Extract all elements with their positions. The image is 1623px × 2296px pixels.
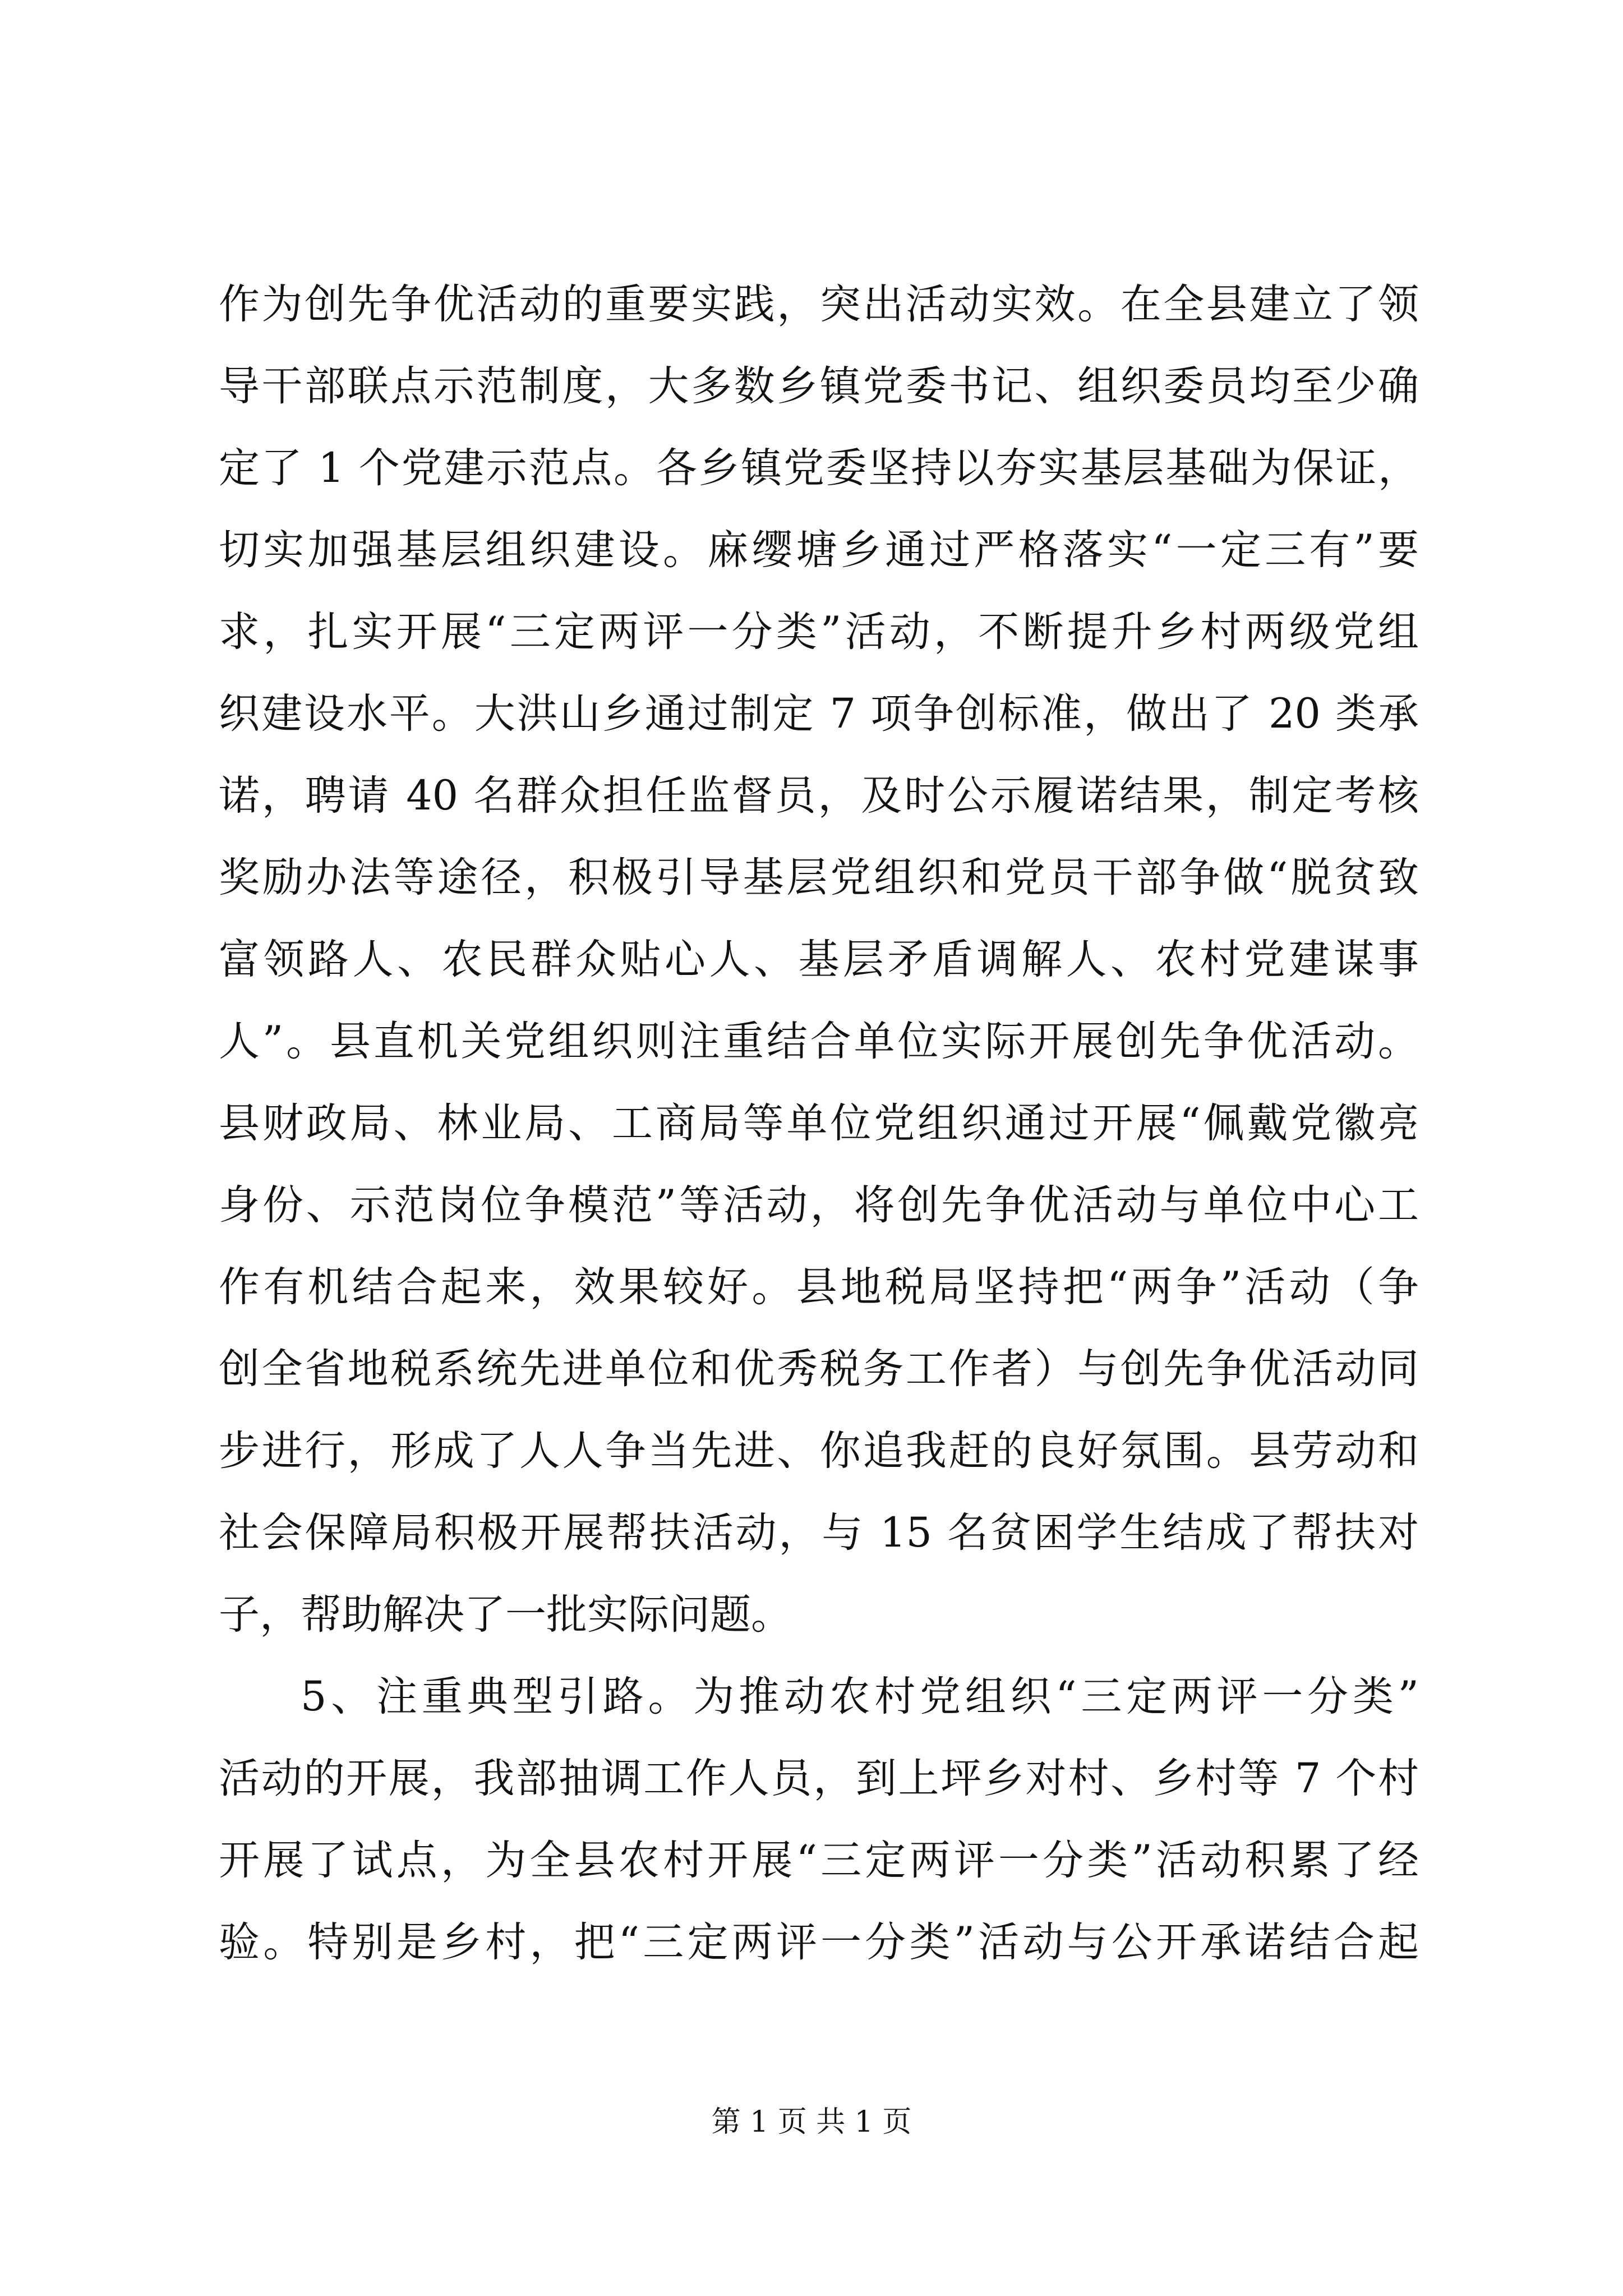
text-line: 验。特别是乡村，把“三定两评一分类”活动与公开承诺结合起 (219, 1918, 1419, 1966)
text-line: 作为创先争优活动的重要实践，突出活动实效。在全县建立了领 (219, 280, 1419, 328)
text-line: 织建设水平。大洪山乡通过制定 7 项争创标准，做出了 20 类承 (219, 690, 1419, 738)
text-line: 社会保障局积极开展帮扶活动，与 15 名贫困学生结成了帮扶对 (219, 1509, 1419, 1557)
text-line: 子，帮助解决了一批实际问题。 (219, 1591, 792, 1639)
text-line: 切实加强基层组织建设。麻缨塘乡通过严格落实“一定三有”要 (219, 526, 1419, 574)
text-line: 定了 1 个党建示范点。各乡镇党委坚持以夯实基层基础为保证， (219, 444, 1419, 492)
paragraph-start-line: 5、注重典型引路。为推动农村党组织“三定两评一分类” (301, 1673, 1419, 1720)
text-line: 奖励办法等途径，积极引导基层党组织和党员干部争做“脱贫致 (219, 854, 1419, 901)
text-line: 诺，聘请 40 名群众担任监督员，及时公示履诺结果，制定考核 (219, 772, 1419, 820)
text-line: 作有机结合起来，效果较好。县地税局坚持把“两争”活动（争 (219, 1263, 1419, 1311)
text-line: 活动的开展，我部抽调工作人员，到上坪乡对村、乡村等 7 个村 (219, 1755, 1419, 1802)
text-line: 导干部联点示范制度，大多数乡镇党委书记、组织委员均至少确 (219, 362, 1419, 410)
text-line: 求，扎实开展“三定两评一分类”活动，不断提升乡村两级党组 (219, 608, 1419, 656)
text-line: 身份、示范岗位争模范”等活动，将创先争优活动与单位中心工 (219, 1181, 1419, 1229)
text-line: 县财政局、林业局、工商局等单位党组织通过开展“佩戴党徽亮 (219, 1099, 1419, 1147)
text-line: 富领路人、农民群众贴心人、基层矛盾调解人、农村党建谋事 (219, 936, 1419, 983)
text-line: 人”。县直机关党组织则注重结合单位实际开展创先争优活动。 (219, 1018, 1419, 1065)
page-footer: 第 1 页 共 1 页 (711, 2105, 912, 2139)
text-line: 开展了试点，为全县农村开展“三定两评一分类”活动积累了经 (219, 1837, 1419, 1884)
text-line: 创全省地税系统先进单位和优秀税务工作者）与创先争优活动同 (219, 1345, 1419, 1393)
document-body (219, 264, 1419, 1984)
text-line: 步进行，形成了人人争当先进、你追我赶的良好氛围。县劳动和 (219, 1427, 1419, 1475)
